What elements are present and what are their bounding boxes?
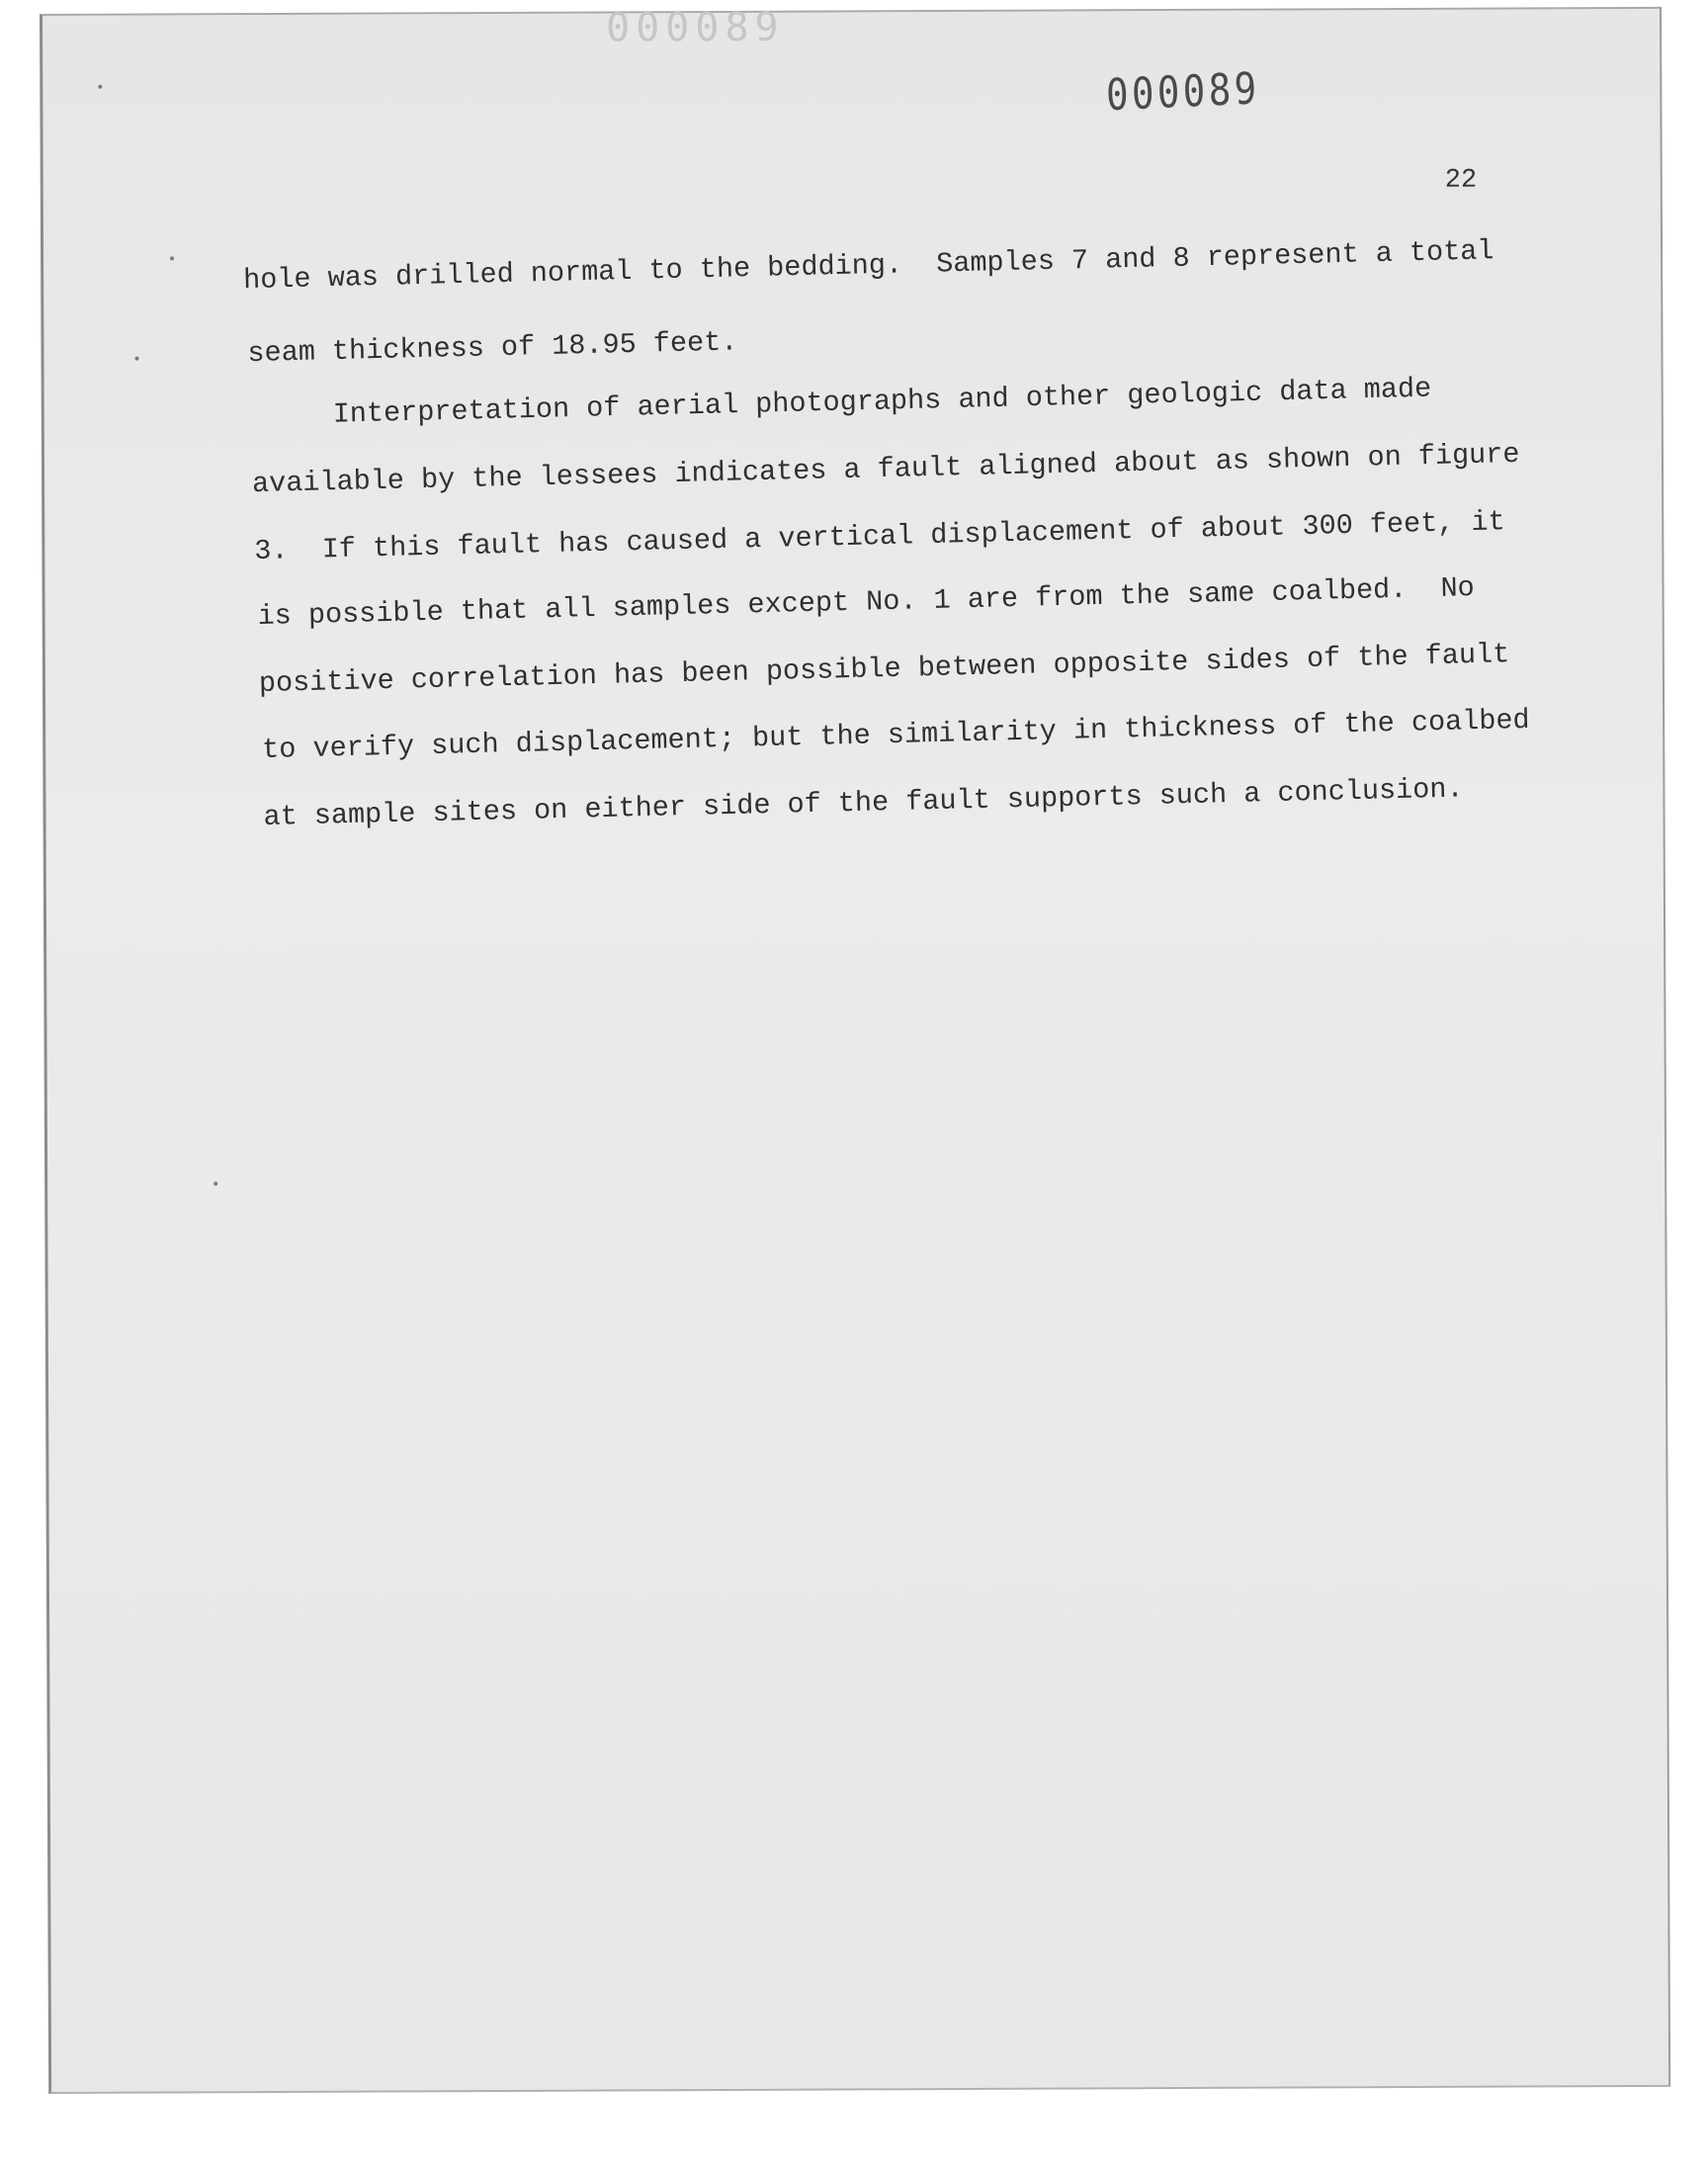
page-number: 22 xyxy=(1444,165,1478,196)
body-text-line: available by the lessees indicates a fault aligned about as shown on figure xyxy=(251,437,1520,501)
body-text-line: to verify such displacement; but the similarity in thickness of the coalbed xyxy=(261,703,1531,767)
document-stamp-number: 000089 xyxy=(1105,63,1261,122)
body-text-line: 3. If this fault has caused a vertical displacement of about 300 feet, it xyxy=(253,505,1506,568)
body-text-line: at sample sites on either side of the fault supports such a conclusion. xyxy=(263,772,1464,834)
bleed-through-number: 000089 xyxy=(605,4,785,51)
body-text-line: hole was drilled normal to the bedding. Samples 7 and 8 represent a total xyxy=(242,234,1494,298)
scan-speck xyxy=(214,1181,217,1185)
body-text-line: is possible that all samples except No. 1 are from the same coalbed. No xyxy=(257,571,1476,634)
scan-speck xyxy=(135,357,139,361)
scanned-page xyxy=(40,4,1670,2094)
scan-speck xyxy=(98,85,102,89)
scan-speck xyxy=(170,256,174,260)
body-text-line: positive correlation has been possible between opposite sides of the fault xyxy=(258,638,1510,701)
body-text-line: Interpretation of aerial photographs and other geologic data made xyxy=(332,372,1432,431)
body-text-line: seam thickness of 18.95 feet. xyxy=(247,325,738,371)
